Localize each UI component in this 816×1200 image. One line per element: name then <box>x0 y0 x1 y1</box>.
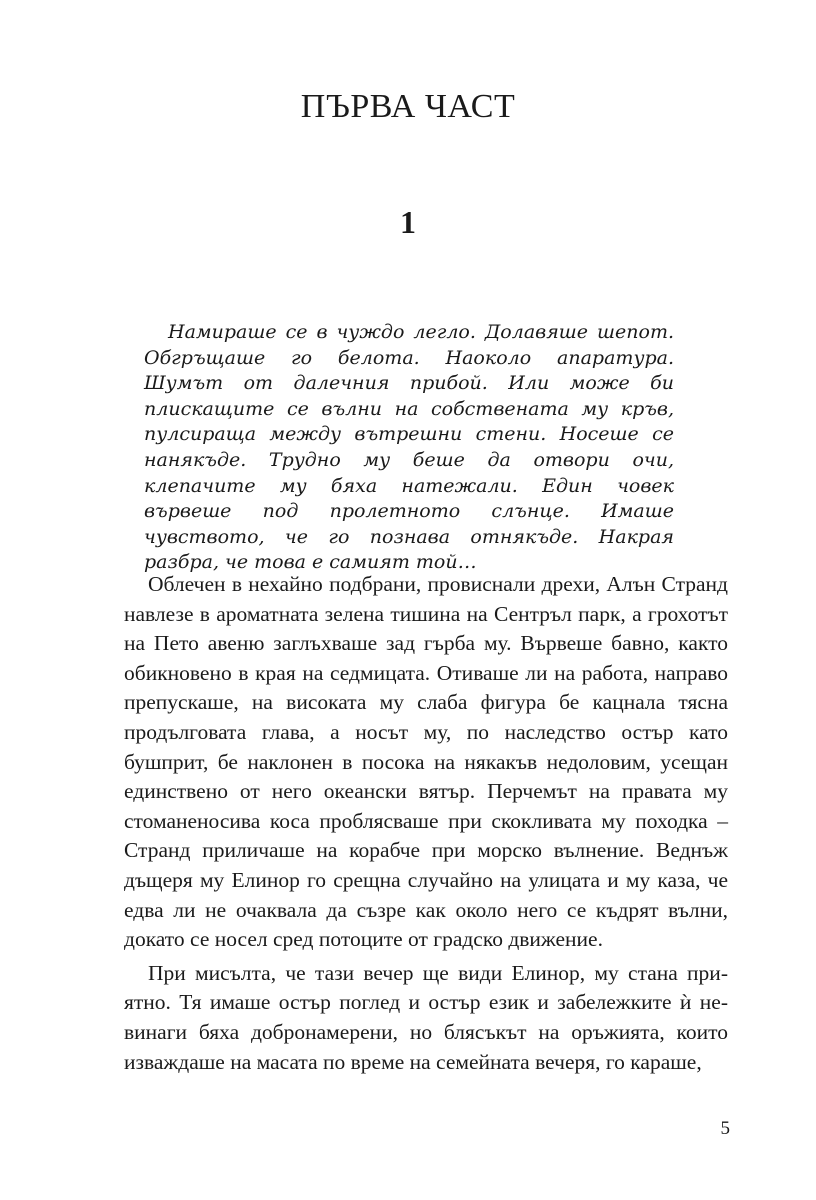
epigraph-text: Намираше се в чуждо легло. Долавяше шепот. Обгръщаше го белота. Наоколо апаратура. Шумът от далечния прибой. Или може би плискащите се вълни на собствената му кръв, пулсираща между вътрешни стени. Носеше се нанякъде. Трудно му беше да отвори очи, клепачите му бяха натежали. Един човек вървеше под пролетното слънце. Имаше чувството, че го познава отнякъде. Накрая разбра, че това е самият той… <box>144 321 674 574</box>
paragraph-1: Облечен в нехайно подбрани, провиснали дрехи, Алън Странд навлезе в ароматната зелена тишина на Сентръл парк, а грохотът на Пето авеню заглъхваше зад гърба му. Вървеше бавно, както обикновено в края на седмицата. Отиваше ли на работа, направо препускаше, на високата му слаба фигура бе кацнала тясна продълговата глава, а носът му, по наследство остър като бушприт, бе наклонен в посока на някакъв недоловим, усещан единствено от него океански вятър. Перчемът на правата му стоманеносива коса проблясваше при скокливата му походка – Странд приличаше на корабче при морско вълнение. Веднъж дъщеря му Елинор го срещна случайно на улицата и му каза, че едва ли не очаквала да съзре как около него се къдрят вълни, докато се носел сред потоците от градско движение. <box>124 572 728 952</box>
page-number: 5 <box>720 1118 730 1139</box>
chapter-number: 1 <box>400 204 416 240</box>
body-text <box>124 570 728 1081</box>
part-title: ПЪРВА ЧАСТ <box>300 88 516 125</box>
paragraph-2: При мисълта, че тази вечер ще види Елинор, му стана приятно. Тя имаше остър поглед и остър език и забележките ѝ невинаги бяха добронамерени, но блясъкът на оръжията, които изваждаше на масата по време на семейната вечеря, го караше, <box>124 960 728 1074</box>
